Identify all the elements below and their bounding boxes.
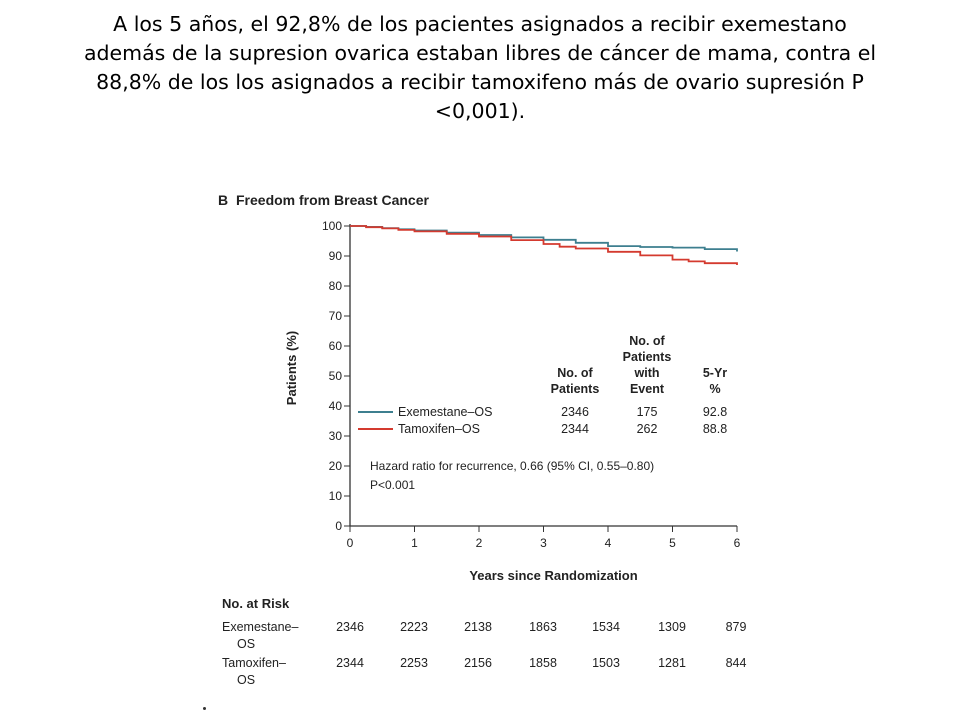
x-tick-label: 0 — [346, 536, 354, 550]
series-line — [350, 226, 737, 265]
legend-header-events: Event — [629, 382, 665, 396]
at-risk-row-label: OS — [237, 673, 256, 687]
at-risk-value: 2223 — [400, 620, 428, 634]
legend-patients-value: 2346 — [561, 405, 589, 419]
at-risk-title: No. at Risk — [222, 596, 290, 611]
legend-header-patients: No. of — [557, 366, 593, 380]
legend-five-yr-value: 92.8 — [702, 405, 728, 419]
y-tick-label: 40 — [328, 399, 342, 413]
x-axis-label: Years since Randomization — [469, 568, 638, 583]
chart-title: Freedom from Breast Cancer — [236, 192, 429, 208]
legend-header-five-yr: % — [709, 382, 721, 396]
x-tick-label: 5 — [669, 536, 676, 550]
caption-line: A los 5 años, el 92,8% de los pacientes asignados a recibir exemestano — [113, 12, 847, 36]
at-risk-value: 2344 — [336, 656, 364, 670]
legend-header-events: No. of — [629, 334, 665, 348]
x-tick-label: 4 — [604, 536, 612, 550]
at-risk-row-label: Tamoxifen– — [222, 656, 286, 670]
chart-text-group — [218, 192, 746, 687]
at-risk-value: 879 — [725, 620, 747, 634]
y-tick-label: 100 — [321, 219, 342, 233]
legend-header-events: Patients — [622, 350, 672, 364]
at-risk-value: 1281 — [658, 656, 686, 670]
legend-header-five-yr: 5-Yr — [702, 366, 728, 380]
y-tick-label: 10 — [328, 489, 342, 503]
x-tick-label: 2 — [475, 536, 483, 550]
caption-line: 88,8% de los los asignados a recibir tamoxifeno más de ovario supresión P — [96, 70, 864, 94]
y-tick-label: 80 — [328, 279, 342, 293]
caption-line: <0,001). — [434, 99, 526, 123]
stray-dot — [203, 707, 206, 710]
legend-series-name: Exemestane–OS — [398, 405, 493, 419]
y-axis-label: Patients (%) — [284, 330, 299, 406]
panel-letter: B — [218, 192, 229, 208]
y-tick-label: 50 — [328, 369, 342, 383]
at-risk-value: 2346 — [336, 620, 364, 634]
x-tick-label: 1 — [411, 536, 418, 550]
at-risk-value: 1858 — [529, 656, 557, 670]
legend-events-value: 175 — [636, 405, 658, 419]
legend-five-yr-value: 88.8 — [702, 422, 728, 436]
y-tick-label: 90 — [328, 249, 342, 263]
at-risk-value: 1503 — [592, 656, 620, 670]
at-risk-value: 2156 — [464, 656, 492, 670]
legend-events-value: 262 — [636, 422, 658, 436]
chart-annotation: Hazard ratio for recurrence, 0.66 (95% CI, 0.55–0.80) — [370, 459, 655, 473]
y-tick-label: 60 — [328, 339, 342, 353]
at-risk-value: 1863 — [529, 620, 557, 634]
series-lines-group — [350, 226, 737, 429]
caption-line: además de la supresion ovarica estaban libres de cáncer de mama, contra el — [83, 41, 877, 65]
y-tick-label: 70 — [328, 309, 342, 323]
at-risk-value: 1534 — [592, 620, 620, 634]
x-tick-label: 3 — [540, 536, 547, 550]
y-tick-label: 30 — [328, 429, 342, 443]
y-tick-label: 20 — [328, 459, 342, 473]
at-risk-value: 2253 — [400, 656, 428, 670]
y-tick-label: 0 — [335, 519, 342, 533]
at-risk-row-label: OS — [237, 637, 256, 651]
chart-annotation: P<0.001 — [370, 478, 416, 492]
legend-series-name: Tamoxifen–OS — [398, 422, 480, 436]
legend-header-patients: Patients — [550, 382, 600, 396]
at-risk-value: 2138 — [464, 620, 492, 634]
at-risk-value: 844 — [725, 656, 747, 670]
legend-header-events: with — [634, 366, 660, 380]
at-risk-value: 1309 — [658, 620, 686, 634]
x-tick-label: 6 — [733, 536, 741, 550]
at-risk-row-label: Exemestane– — [222, 620, 299, 634]
legend-patients-value: 2344 — [561, 422, 589, 436]
